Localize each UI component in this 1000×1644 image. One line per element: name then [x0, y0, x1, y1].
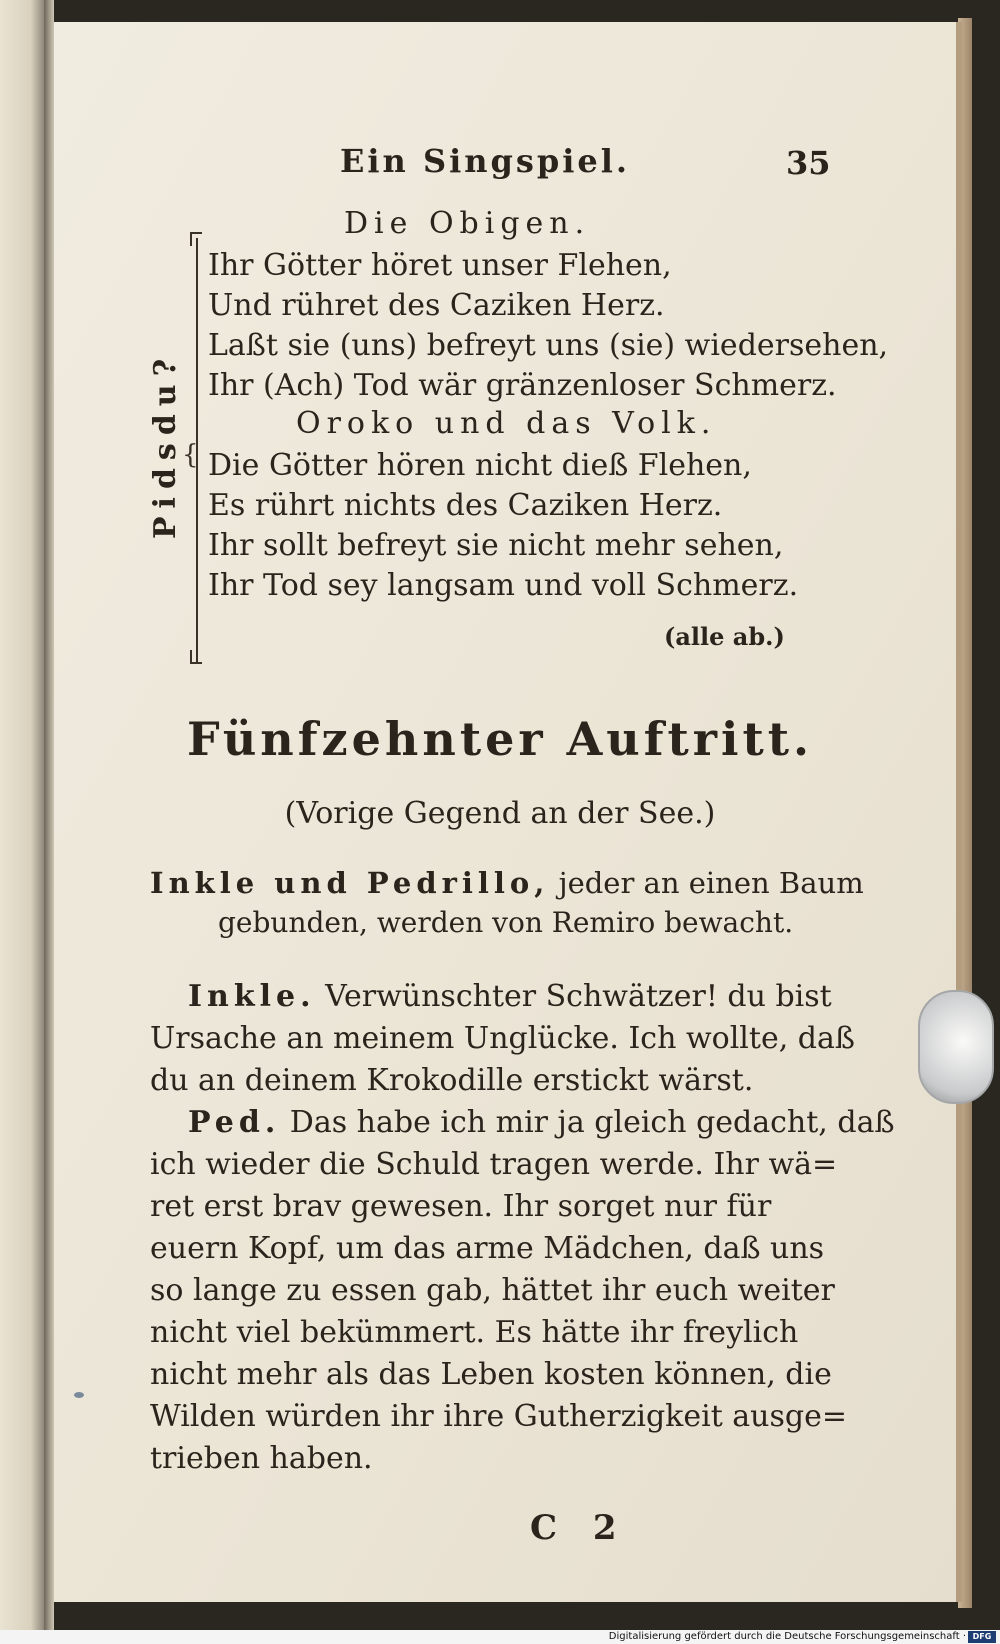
- speaker-heading: Oroko und das Volk.: [296, 406, 717, 441]
- dialogue-line: [150, 976, 832, 1018]
- dialogue-text: Verwünschter Schwätzer! du bist: [315, 979, 832, 1014]
- verse-line: Die Götter hören nicht dieß Flehen,: [208, 448, 752, 483]
- scene-setting: (Vorige Gegend an der See.): [284, 796, 716, 831]
- dialogue-line: Ursache an meinem Unglücke. Ich wollte, daß: [150, 1021, 855, 1056]
- verse-line: Ihr sollt befreyt sie nicht mehr sehen,: [208, 528, 784, 563]
- scene-title: Fünfzehnter Auftritt.: [187, 712, 813, 766]
- verse-line: Ihr Tod sey langsam und voll Schmerz.: [208, 568, 799, 603]
- catchword: C 2: [530, 1508, 629, 1548]
- side-label: Pidsdu?: [148, 350, 183, 540]
- dialogue-line: ret erst brav gewesen. Ihr sorget nur für: [150, 1189, 772, 1224]
- dialogue-line: ich wieder die Schuld tragen werde. Ihr wä=: [150, 1147, 838, 1182]
- dialogue-line: Wilden würden ihr ihre Gutherzigkeit ausge=: [150, 1399, 847, 1434]
- verse-line: Laßt sie (uns) befreyt uns (sie) wiedersehen,: [208, 328, 889, 363]
- footer-credit: Digitalisierung gefördert durch die Deutsche Forschungsgemeinschaft ·: [608, 1631, 966, 1642]
- verse-line: Ihr Götter höret unser Flehen,: [208, 248, 672, 283]
- exit-direction: (alle ab.): [664, 622, 785, 651]
- verse-line: Ihr (Ach) Tod wär gränzenloser Schmerz.: [208, 368, 837, 403]
- brace-bottom: [190, 650, 202, 664]
- ink-mark: [74, 1392, 84, 1398]
- running-head: Ein Singspiel.: [340, 142, 631, 180]
- dialogue-block: [150, 1102, 895, 1480]
- dialogue-line: [150, 1102, 895, 1144]
- brace-top: [190, 232, 202, 246]
- dialogue-line: nicht viel bekümmert. Es hätte ihr freylich: [150, 1315, 799, 1350]
- speaker-name: Ped.: [188, 1105, 281, 1140]
- dialogue-block: [150, 976, 855, 1102]
- page-number: 35: [786, 144, 831, 182]
- dfg-logo-icon: DFG: [968, 1631, 996, 1643]
- dialogue-line: nicht mehr als das Leben kosten können, die: [150, 1357, 832, 1392]
- stage-direction: [150, 866, 864, 900]
- direction-names: Inkle und Pedrillo,: [150, 866, 550, 900]
- page-clip: [918, 990, 994, 1104]
- direction-text: jeder an einen Baum: [549, 866, 864, 900]
- dialogue-line: trieben haben.: [150, 1441, 373, 1476]
- dialogue-text: Das habe ich mir ja gleich gedacht, daß: [280, 1105, 895, 1140]
- stage-direction-continued: gebunden, werden von Remiro bewacht.: [218, 906, 794, 939]
- verse-line: Und rühret des Caziken Herz.: [208, 288, 665, 323]
- speaker-heading: Die Obigen.: [344, 206, 591, 241]
- verse-line: Es rührt nichts des Caziken Herz.: [208, 488, 723, 523]
- dialogue-line: so lange zu essen gab, hättet ihr euch weiter: [150, 1273, 835, 1308]
- speaker-name: Inkle.: [188, 979, 316, 1014]
- dialogue-line: euern Kopf, um das arme Mädchen, daß uns: [150, 1231, 825, 1266]
- brace-point: {: [182, 440, 199, 470]
- dialogue-line: du an deinem Krokodille erstickt wärst.: [150, 1063, 754, 1098]
